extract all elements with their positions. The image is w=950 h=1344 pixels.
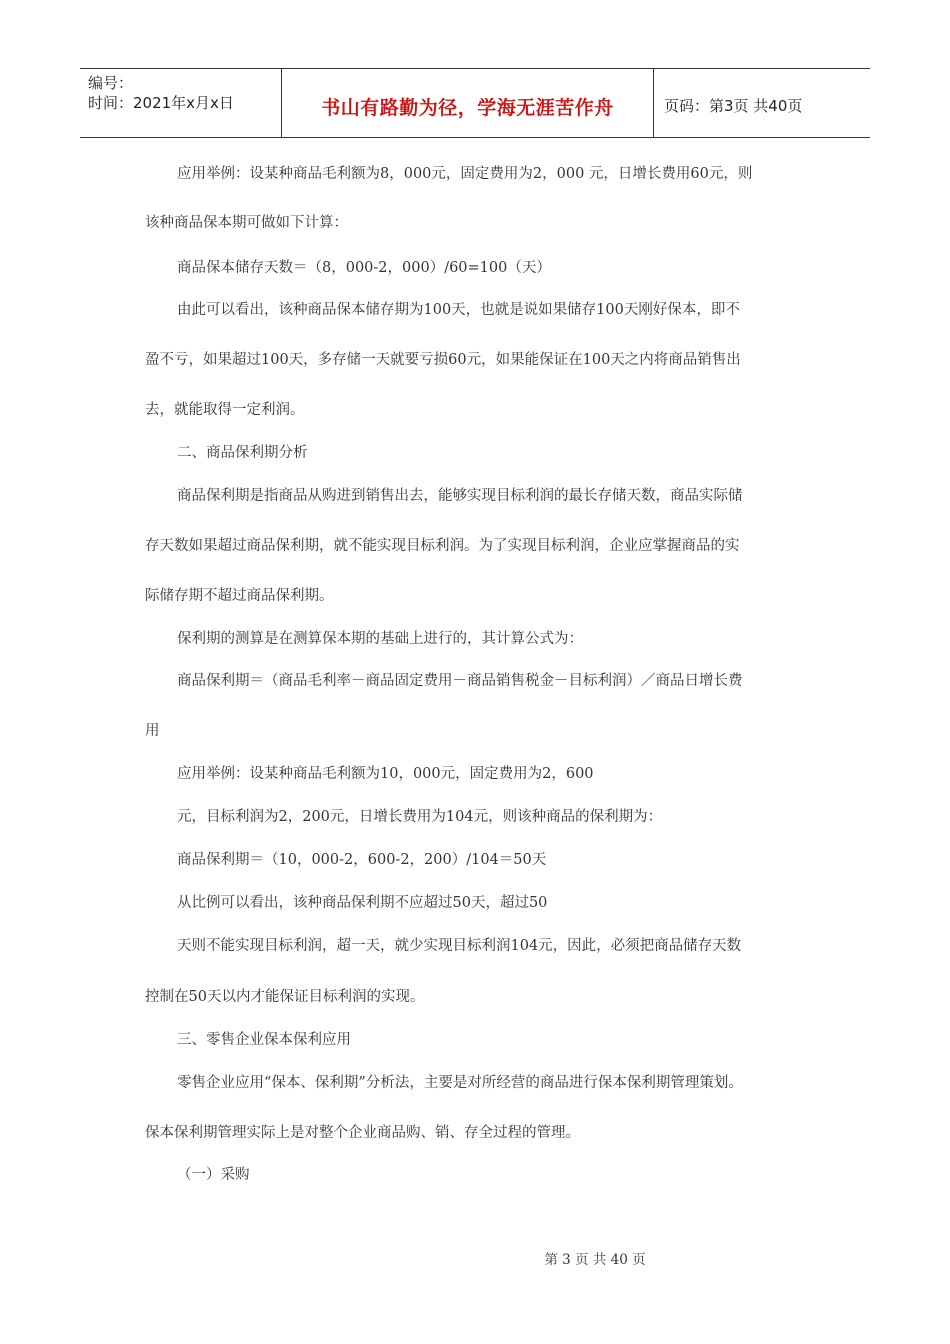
body-line: 由此可以看出，该种商品保本储存期为100天，也就是说如果储存100天刚好保本，即不 — [177, 302, 740, 318]
header-meta-cell — [80, 69, 282, 137]
body-line: 际储存期不超过商品保利期。 — [145, 588, 334, 604]
body-line: 去，就能取得一定利润。 — [145, 402, 305, 418]
footer-page-number: 第 3 页 共 40 页 — [544, 1252, 646, 1268]
header-page-info: 页码：第3页 共40页 — [664, 96, 803, 115]
body-line: 盈不亏，如果超过100天，多存储一天就要亏损60元，如果能保证在100天之内将商品销售出 — [145, 352, 741, 368]
body-line: 应用举例：设某种商品毛利额为10，000元，固定费用为2，600 — [177, 766, 594, 782]
body-line: 零售企业应用“保本、保利期”分析法，主要是对所经营的商品进行保本保利期管理策划。 — [177, 1075, 743, 1091]
body-line: 从比例可以看出，该种商品保利期不应超过50天，超过50 — [177, 895, 548, 911]
page-footer — [0, 1248, 950, 1268]
body-line: 用 — [145, 723, 160, 739]
subsection-heading: （一）采购 — [177, 1167, 250, 1183]
body-line: 商品保利期是指商品从购进到销售出去，能够实现目标利润的最长存储天数，商品实际储 — [177, 488, 743, 504]
body-line: 保本保利期管理实际上是对整个企业商品购、销、存全过程的管理。 — [145, 1125, 580, 1141]
formula-line: 商品保利期＝（10，000-2，600-2，200）/104＝50天 — [177, 852, 547, 868]
document-number-label: 编号： — [88, 74, 134, 92]
header-motto: 书山有路勤为径，学海无涯苦作舟 — [282, 69, 654, 137]
document-time-label: 时间：2021年x月x日 — [88, 94, 234, 112]
body-line: 应用举例：设某种商品毛利额为8，000元，固定费用为2，000 元，日增长费用60元，则 — [177, 166, 753, 182]
formula-line: 商品保利期＝（商品毛利率－商品固定费用－商品销售税金－目标利润）／商品日增长费 — [177, 673, 743, 689]
section-heading: 二、商品保利期分析 — [177, 445, 308, 461]
body-line: 商品保本储存天数＝（8，000-2，000）/60=100（天） — [177, 260, 551, 276]
section-heading: 三、零售企业保本保利应用 — [177, 1032, 351, 1048]
body-line: 存天数如果超过商品保利期，就不能实现目标利润。为了实现目标利润，企业应掌握商品的实 — [145, 538, 740, 554]
page-header — [80, 68, 870, 138]
body-line: 元，目标利润为2，200元，日增长费用为104元，则该种商品的保利期为： — [177, 809, 663, 825]
body-line: 保利期的测算是在测算保本期的基础上进行的，其计算公式为： — [177, 631, 583, 647]
body-line: 天则不能实现目标利润，超一天，就少实现目标利润104元，因此，必须把商品储存天数 — [177, 938, 742, 954]
body-line: 控制在50天以内才能保证目标利润的实现。 — [145, 989, 425, 1005]
body-line: 该种商品保本期可做如下计算： — [145, 215, 348, 231]
